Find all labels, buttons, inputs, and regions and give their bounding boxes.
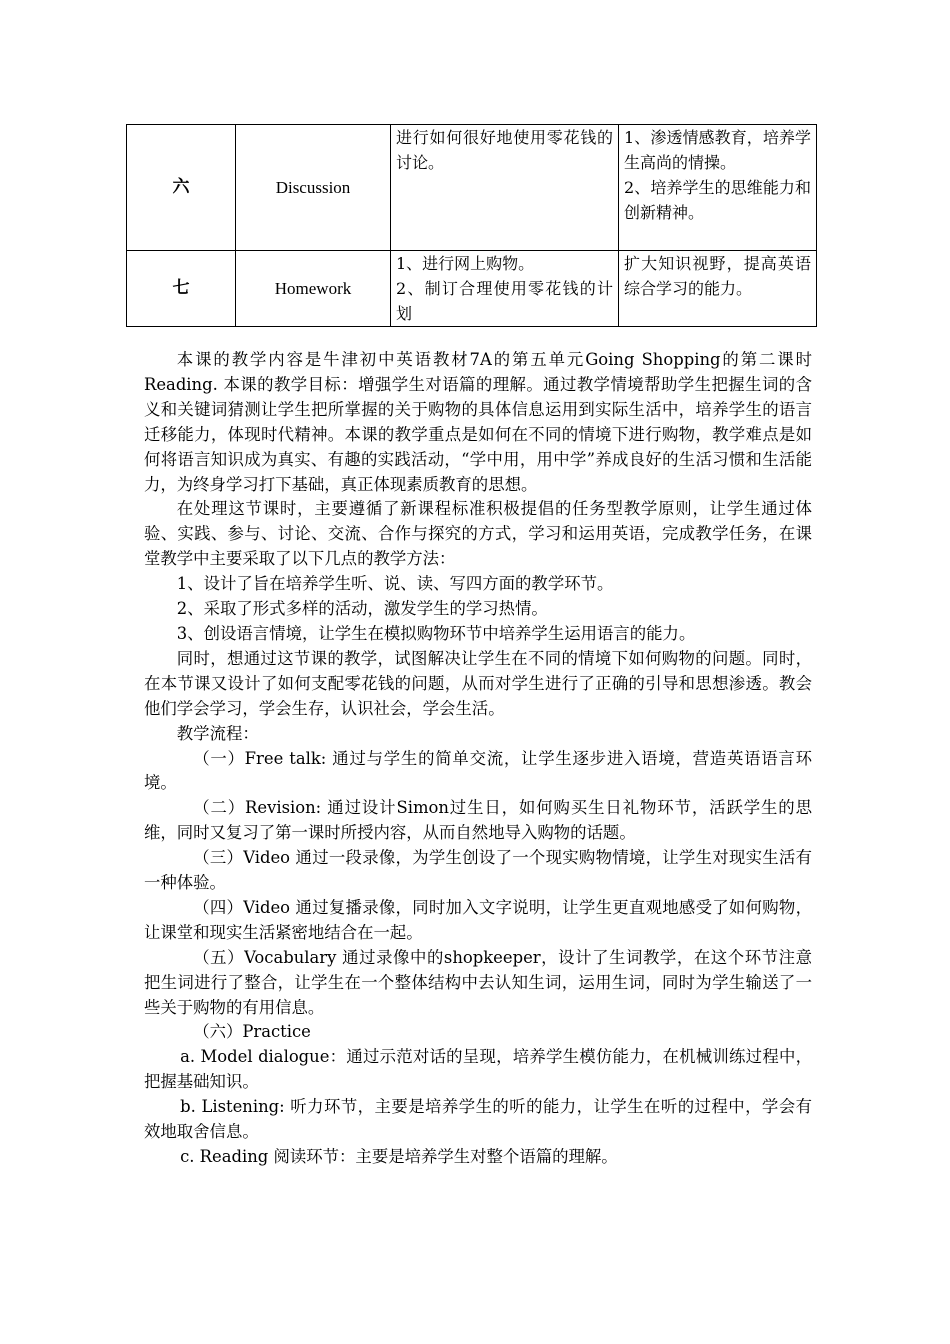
step-number: 六	[127, 125, 236, 251]
paragraph-goal: 同时，想通过这节课的教学，试图解决让学生在不同的情境下如何购物的问题。同时，在本节课又设计了如何支配零花钱的问题，从而对学生进行了正确的引导和思想渗透。教会他们学会学习，学会生存，认识社会，学会生活。	[144, 648, 812, 718]
purpose-line: 扩大知识视野，提高英语综合学习的能力。	[624, 254, 811, 298]
flow-step-6: （六）Practice	[193, 1022, 311, 1042]
activity-line: 进行如何很好地使用零花钱的讨论。	[396, 128, 613, 172]
lesson-plan-table	[126, 124, 817, 327]
practice-item-c: c. Reading 阅读环节：主要是培养学生对整个语篇的理解。	[180, 1147, 618, 1166]
method-item-3: 3、创设语言情境，让学生在模拟购物环节中培养学生运用语言的能力。	[176, 623, 696, 643]
step-stage: Discussion	[236, 125, 391, 251]
purpose-line: 1、渗透情感教育，培养学生高尚的情操。	[624, 128, 811, 172]
paragraph-content: 本课的教学内容是牛津初中英语教材7A的第五单元Going Shopping的第二课时Reading. 本课的教学目标：增强学生对语篇的理解。通过教学情境帮助学生把握生词的含义和关键词猜测让学生把所掌握的关于购物的具体信息运用到实际生活中，培养学生的语言迁移能力，体现时代精神。本课的教学重点是如何在不同的情境下进行购物，教学难点是如何将语言知识成为真实、有趣的实践活动，“学中用，用中学”养成良好的生活习惯和生活能力，为终身学习打下基础，真正体现素质教育的思想。	[144, 350, 812, 494]
step-activity	[391, 125, 619, 251]
activity-line: 2、制订合理使用零花钱的计划	[396, 279, 613, 323]
method-item-1: 1、设计了旨在培养学生听、说、读、写四方面的教学环节。	[176, 574, 614, 594]
flow-step-2: （二）Revision: 通过设计Simon过生日，如何购买生日礼物环节，活跃学生的思维，同时又复习了第一课时所授内容，从而自然地导入购物的话题。	[144, 798, 812, 843]
table-row	[127, 125, 817, 251]
step-number: 七	[127, 251, 236, 327]
practice-item-b: b. Listening: 听力环节，主要是培养学生的听的能力，让学生在听的过程中，学会有效地取舍信息。	[144, 1097, 812, 1142]
method-item-2: 2、采取了形式多样的活动，激发学生的学习热情。	[176, 599, 548, 619]
flow-step-4: （四）Video 通过复播录像，同时加入文字说明，让学生更直观地感受了如何购物，让课堂和现实生活紧密地结合在一起。	[144, 897, 812, 942]
purpose-line: 2、培养学生的思维能力和创新精神。	[624, 178, 811, 222]
step-purpose	[619, 125, 817, 251]
flow-step-3: （三）Video 通过一段录像，为学生创设了一个现实购物情境，让学生对现实生活有一种体验。	[144, 848, 812, 893]
step-purpose	[619, 251, 817, 327]
activity-line: 1、进行网上购物。	[396, 254, 535, 273]
flow-step-1: （一）Free talk: 通过与学生的简单交流，让学生逐步进入语境，营造英语语言环境。	[144, 748, 812, 793]
paragraph-method: 在处理这节课时，主要遵循了新课程标准积极提倡的任务型教学原则，让学生通过体验、实践、参与、讨论、交流、合作与探究的方式，学习和运用英语，完成教学任务，在课堂教学中主要采取了以下几点的教学方法：	[144, 499, 812, 569]
practice-item-a: a. Model dialogue：通过示范对话的呈现，培养学生模仿能力，在机械训练过程中，把握基础知识。	[144, 1047, 812, 1092]
table-row	[127, 251, 817, 327]
step-stage: Homework	[236, 251, 391, 327]
body-text	[144, 348, 812, 1170]
step-activity	[391, 251, 619, 327]
flow-title: 教学流程：	[176, 723, 259, 743]
flow-step-5: （五）Vocabulary 通过录像中的shopkeeper，设计了生词教学，在这个环节注意把生词进行了整合，让学生在一个整体结构中去认知生词，运用生词，同时为学生输送了一些关于购物的有用信息。	[144, 947, 812, 1017]
